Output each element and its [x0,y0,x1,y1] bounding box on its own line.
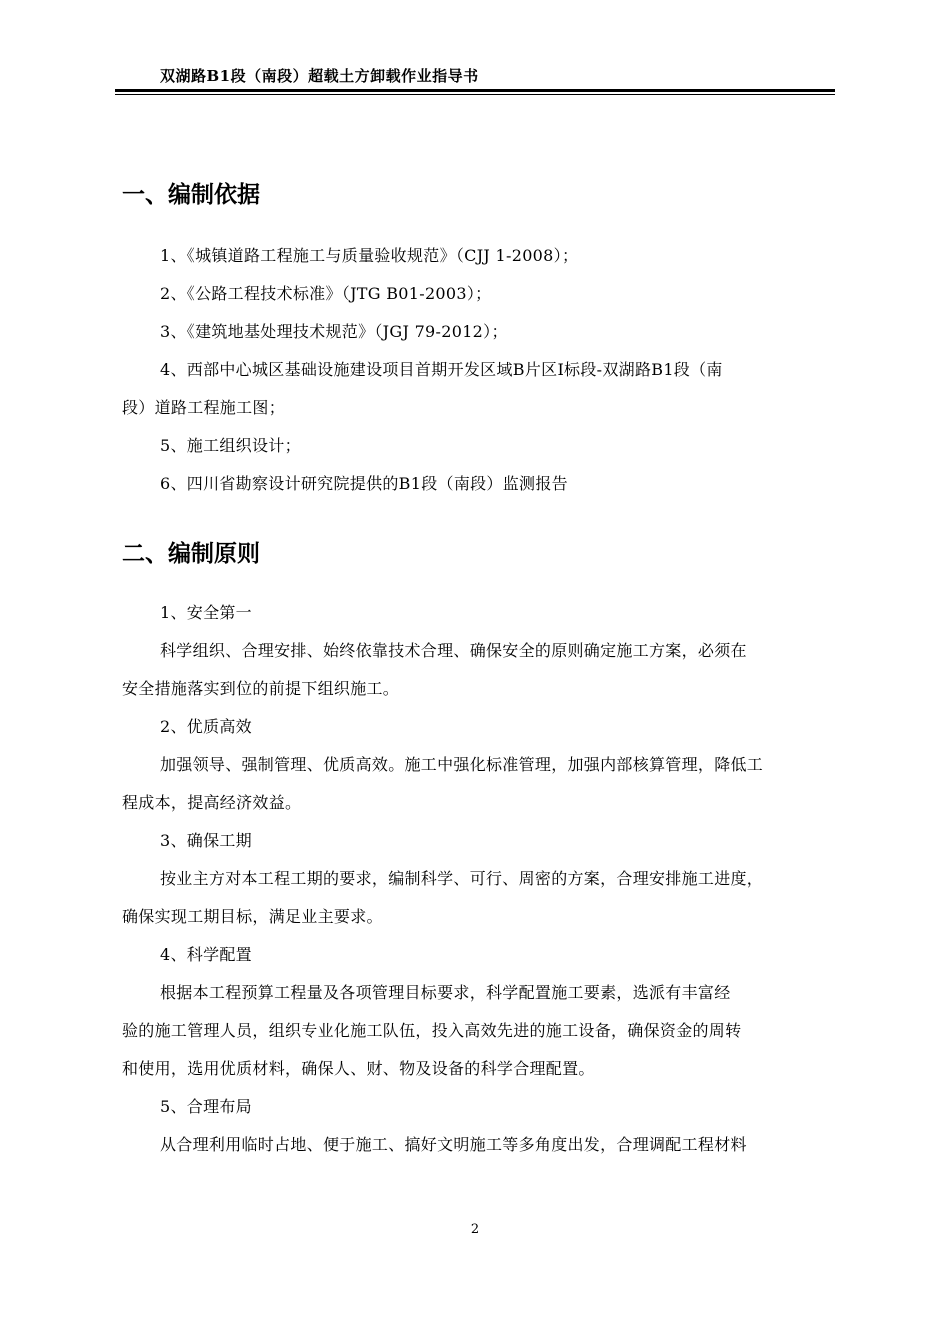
principle-3-text-cont: 确保实现工期目标，满足业主要求。 [122,907,383,926]
principle-3-title: 3、确保工期 [160,831,252,850]
principle-1-text-cont: 安全措施落实到位的前提下组织施工。 [122,679,400,698]
principle-2-text-cont: 程成本，提高经济效益。 [122,793,302,812]
principle-4-text-cont-2: 和使用，选用优质材料，确保人、财、物及设备的科学合理配置。 [122,1059,595,1078]
section-heading-basis: 一、编制依据 [122,181,260,208]
principle-5-title: 5、合理布局 [160,1097,252,1116]
principle-5-text: 从合理利用临时占地、便于施工、搞好文明施工等多角度出发，合理调配工程材料 [160,1135,747,1154]
basis-item-3: 3、《建筑地基处理技术规范》（JGJ 79-2012）； [160,322,508,341]
principle-4-title: 4、科学配置 [160,945,252,964]
page-number: 2 [470,1222,480,1237]
principle-4-text: 根据本工程预算工程量及各项管理目标要求，科学配置施工要素，选派有丰富经 [160,983,731,1002]
principle-3-text: 按业主方对本工程工期的要求，编制科学、可行、周密的方案，合理安排施工进度， [160,869,764,888]
basis-item-5: 5、施工组织设计； [160,436,301,455]
basis-item-1: 1、《城镇道路工程施工与质量验收规范》（CJJ 1-2008）； [160,246,579,265]
principle-2-title: 2、优质高效 [160,717,252,736]
header-title: 双湖路B1段（南段）超载土方卸载作业指导书 [160,67,479,85]
section-heading-principles: 二、编制原则 [122,540,260,567]
basis-item-2: 2、《公路工程技术标准》（JTG B01-2003）； [160,284,492,303]
principle-1-text: 科学组织、合理安排、始终依靠技术合理、确保安全的原则确定施工方案，必须在 [160,641,747,660]
header-rule-thick [115,89,835,92]
basis-item-4-cont: 段）道路工程施工图； [122,398,286,417]
principle-4-text-cont-1: 验的施工管理人员，组织专业化施工队伍，投入高效先进的施工设备，确保资金的周转 [122,1021,742,1040]
header-rule-thin [115,94,835,95]
basis-item-6: 6、四川省勘察设计研究院提供的B1段（南段）监测报告 [160,474,568,493]
principle-2-text: 加强领导、强制管理、优质高效。施工中强化标准管理，加强内部核算管理，降低工 [160,755,764,774]
basis-item-4: 4、西部中心城区基础设施建设项目首期开发区域B片区Ⅰ标段-双湖路B1段（南 [160,360,723,379]
principle-1-title: 1、安全第一 [160,603,252,622]
